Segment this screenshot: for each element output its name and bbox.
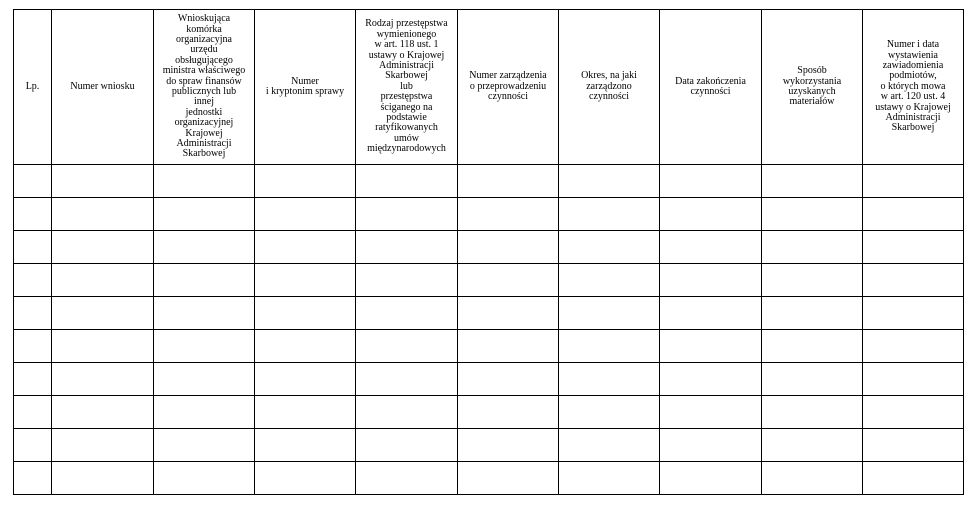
table-cell [255, 330, 356, 363]
table-cell [52, 198, 154, 231]
header-order-number: Numer zarządzenia o przeprowadzeniu czynności [458, 10, 559, 165]
table-row [14, 198, 964, 231]
header-offence-type: Rodzaj przestępstwa wymienionego w art. 118 ust. 1 ustawy o Krajowej Administracji Skarbowej lub przestępstwa ściganego na podstawie ratyfikowanych umów międzynarodowych [356, 10, 458, 165]
header-requesting-unit: Wnioskująca komórka organizacyjna urzędu obsługującego ministra właściwego do spraw finansów publicznych lub innej jednostki organizacyjnej Krajowej Administracji Skarbowej [154, 10, 255, 165]
table-cell [863, 231, 964, 264]
table-row [14, 363, 964, 396]
table-cell [458, 462, 559, 495]
table-cell [14, 429, 52, 462]
table-cell [863, 462, 964, 495]
header-ordered-period: Okres, na jaki zarządzono czynności [559, 10, 660, 165]
table-cell [14, 363, 52, 396]
header-materials-usage: Sposób wykorzystania uzyskanych materiałów [762, 10, 863, 165]
table-cell [52, 429, 154, 462]
table-cell [154, 231, 255, 264]
table-cell [762, 165, 863, 198]
table-cell [52, 297, 154, 330]
table-cell [356, 198, 458, 231]
table-cell [559, 198, 660, 231]
table-row [14, 429, 964, 462]
table-cell [52, 165, 154, 198]
table-cell [762, 330, 863, 363]
table-cell [356, 165, 458, 198]
table-cell [14, 462, 52, 495]
table-cell [255, 462, 356, 495]
table-cell [863, 330, 964, 363]
table-cell [255, 198, 356, 231]
table-cell [154, 297, 255, 330]
table-cell [559, 165, 660, 198]
table-row [14, 264, 964, 297]
table-cell [660, 198, 762, 231]
table-cell [863, 429, 964, 462]
table-cell [458, 297, 559, 330]
table-cell [14, 165, 52, 198]
table-row [14, 297, 964, 330]
table-cell [762, 396, 863, 429]
table-cell [762, 297, 863, 330]
table-cell [356, 429, 458, 462]
table-cell [255, 297, 356, 330]
table-cell [356, 396, 458, 429]
table-cell [154, 165, 255, 198]
table-cell [458, 165, 559, 198]
table-header [14, 10, 964, 165]
table-cell [52, 396, 154, 429]
table-cell [660, 330, 762, 363]
table-cell [863, 198, 964, 231]
table-cell [458, 231, 559, 264]
table-cell [762, 231, 863, 264]
table-cell [660, 231, 762, 264]
table-row [14, 231, 964, 264]
table-cell [559, 297, 660, 330]
table-cell [660, 297, 762, 330]
table-cell [559, 429, 660, 462]
table-cell [559, 462, 660, 495]
table-row [14, 396, 964, 429]
table-cell [863, 396, 964, 429]
table-cell [255, 396, 356, 429]
table-cell [762, 198, 863, 231]
table-cell [660, 462, 762, 495]
register-table-container [13, 9, 964, 495]
table-cell [14, 396, 52, 429]
table-cell [14, 198, 52, 231]
table-cell [762, 363, 863, 396]
table-cell [356, 330, 458, 363]
table-cell [14, 264, 52, 297]
table-cell [458, 429, 559, 462]
table-cell [52, 264, 154, 297]
table-cell [14, 330, 52, 363]
table-cell [52, 330, 154, 363]
table-cell [863, 363, 964, 396]
table-cell [154, 198, 255, 231]
table-cell [356, 297, 458, 330]
header-lp: Lp. [14, 10, 52, 165]
table-cell [863, 165, 964, 198]
table-cell [660, 363, 762, 396]
table-cell [559, 396, 660, 429]
table-cell [14, 297, 52, 330]
table-cell [356, 462, 458, 495]
header-application-number: Numer wniosku [52, 10, 154, 165]
table-cell [154, 363, 255, 396]
table-cell [255, 429, 356, 462]
table-cell [14, 231, 52, 264]
table-cell [458, 330, 559, 363]
table-cell [52, 462, 154, 495]
table-cell [660, 264, 762, 297]
table-cell [255, 165, 356, 198]
table-cell [762, 429, 863, 462]
register-table [13, 9, 964, 495]
header-case-number-codename: Numer i kryptonim sprawy [255, 10, 356, 165]
header-notification-number-date: Numer i data wystawienia zawiadomienia podmiotów, o których mowa w art. 120 ust. 4 ustawy o Krajowej Administracji Skarbowej [863, 10, 964, 165]
table-cell [559, 363, 660, 396]
table-cell [154, 330, 255, 363]
table-cell [863, 264, 964, 297]
header-row [14, 10, 964, 165]
table-cell [52, 231, 154, 264]
header-completion-date: Data zakończenia czynności [660, 10, 762, 165]
table-cell [356, 363, 458, 396]
table-row [14, 330, 964, 363]
table-cell [559, 264, 660, 297]
table-cell [863, 297, 964, 330]
table-row [14, 462, 964, 495]
table-cell [762, 264, 863, 297]
table-cell [458, 264, 559, 297]
table-cell [154, 462, 255, 495]
table-cell [154, 429, 255, 462]
table-cell [762, 462, 863, 495]
table-cell [559, 231, 660, 264]
table-cell [255, 231, 356, 264]
table-cell [255, 264, 356, 297]
table-body [14, 165, 964, 495]
table-cell [458, 198, 559, 231]
table-cell [52, 363, 154, 396]
table-cell [660, 396, 762, 429]
table-cell [255, 363, 356, 396]
table-cell [356, 231, 458, 264]
table-row [14, 165, 964, 198]
table-cell [154, 396, 255, 429]
table-cell [154, 264, 255, 297]
table-cell [559, 330, 660, 363]
table-cell [458, 396, 559, 429]
table-cell [458, 363, 559, 396]
table-cell [356, 264, 458, 297]
table-cell [660, 165, 762, 198]
table-cell [660, 429, 762, 462]
